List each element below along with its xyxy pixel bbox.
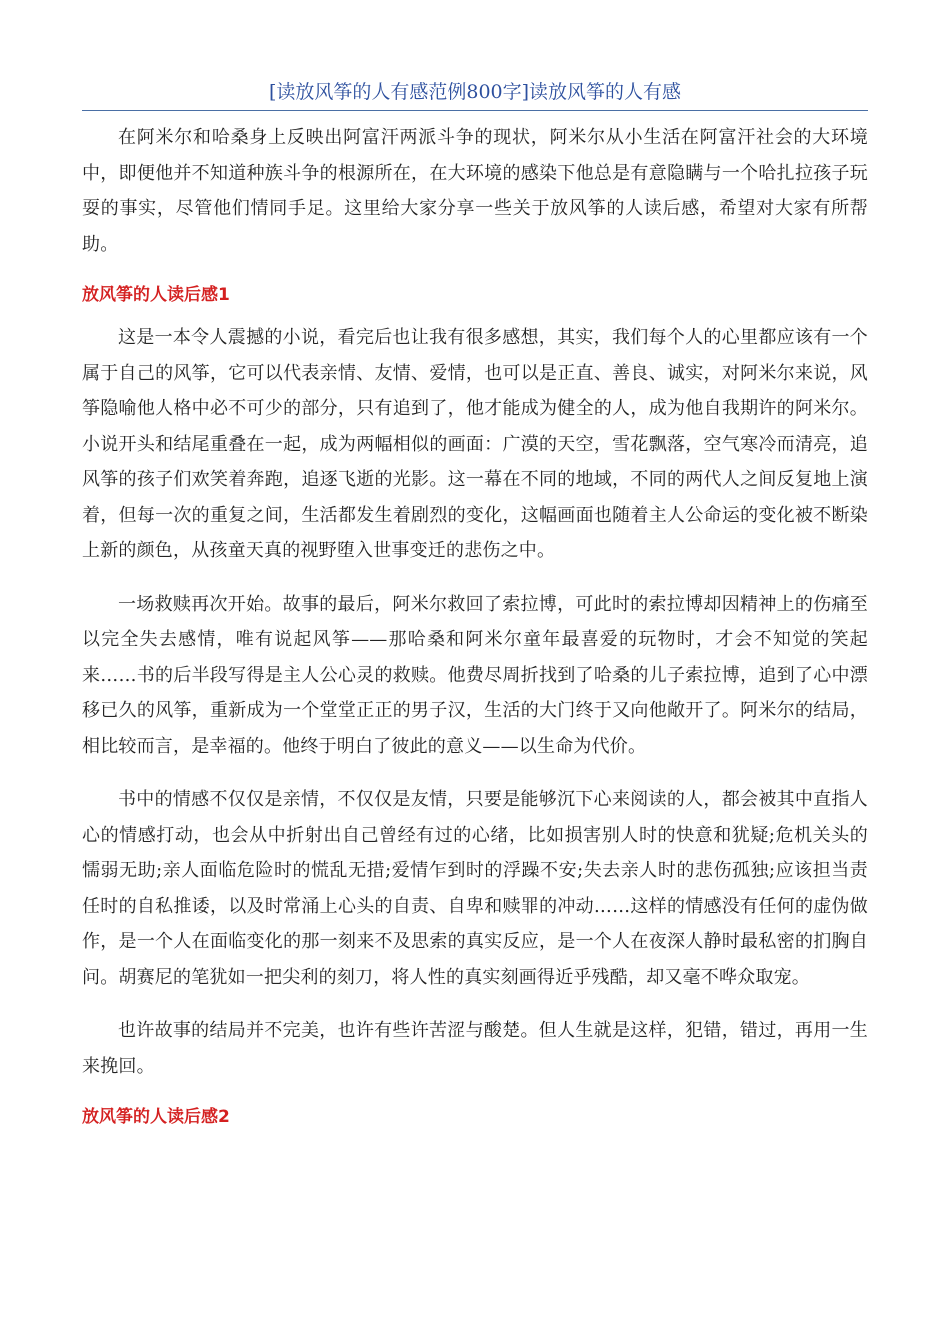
document-body — [82, 120, 868, 1142]
section-1-paragraph-3: 书中的情感不仅仅是亲情，不仅仅是友情，只要是能够沉下心来阅读的人，都会被其中直指人心的情感打动，也会从中折射出自己曾经有过的心绪，比如损害别人时的快意和犹疑;危机关头的懦弱无助;亲人面临危险时的慌乱无措;爱情乍到时的浮躁不安;失去亲人时的悲伤孤独;应该担当责任时的自私推诿，以及时常涌上心头的自责、自卑和赎罪的冲动……这样的情感没有任何的虚伪做作，是一个人在面临变化的那一刻来不及思索的真实反应，是一个人在夜深人静时最私密的扪胸自问。胡赛尼的笔犹如一把尖利的刻刀，将人性的真实刻画得近乎残酷，却又毫不哗众取宠。 — [82, 789, 868, 988]
section-title-1: 放风筝的人读后感1 — [82, 285, 230, 305]
section-1-paragraph-1: 这是一本令人震撼的小说，看完后也让我有很多感想，其实，我们每个人的心里都应该有一个属于自己的风筝，它可以代表亲情、友情、爱情，也可以是正直、善良、诚实，对阿米尔来说，风筝隐喻他人格中必不可少的部分，只有追到了，他才能成为健全的人，成为他自我期许的阿米尔。小说开头和结尾重叠在一起，成为两幅相似的画面：广漠的天空，雪花飘落，空气寒冷而清亮，追风筝的孩子们欢笑着奔跑，追逐飞逝的光影。这一幕在不同的地域，不同的两代人之间反复地上演着，但每一次的重复之间，生活都发生着剧烈的变化，这幅画面也随着主人公命运的变化被不断染上新的颜色，从孩童天真的视野堕入世事变迁的悲伤之中。 — [82, 327, 868, 561]
intro-paragraph: 在阿米尔和哈桑身上反映出阿富汗两派斗争的现状，阿米尔从小生活在阿富汗社会的大环境中，即便他并不知道种族斗争的根源所在，在大环境的感染下他总是有意隐瞒与一个哈扎拉孩子玩耍的事实，尽管他们情同手足。这里给大家分享一些关于放风筝的人读后感，希望对大家有所帮助。 — [82, 127, 868, 255]
section-title-2: 放风筝的人读后感2 — [82, 1107, 230, 1127]
page-header-title: [读放风筝的人有感范例800字]读放风筝的人有感 — [82, 78, 868, 111]
section-1-paragraph-4: 也许故事的结局并不完美，也许有些许苦涩与酸楚。但人生就是这样，犯错，错过，再用一生来挽回。 — [82, 1020, 868, 1077]
section-1-paragraph-2: 一场救赎再次开始。故事的最后，阿米尔救回了索拉博，可此时的索拉博却因精神上的伤痛至以完全失去感情，唯有说起风筝——那哈桑和阿米尔童年最喜爱的玩物时，才会不知觉的笑起来……书的后半段写得是主人公心灵的救赎。他费尽周折找到了哈桑的儿子索拉博，追到了心中漂移已久的风筝，重新成为一个堂堂正正的男子汉，生活的大门终于又向他敞开了。阿米尔的结局，相比较而言，是幸福的。他终于明白了彼此的意义——以生命为代价。 — [82, 593, 868, 757]
